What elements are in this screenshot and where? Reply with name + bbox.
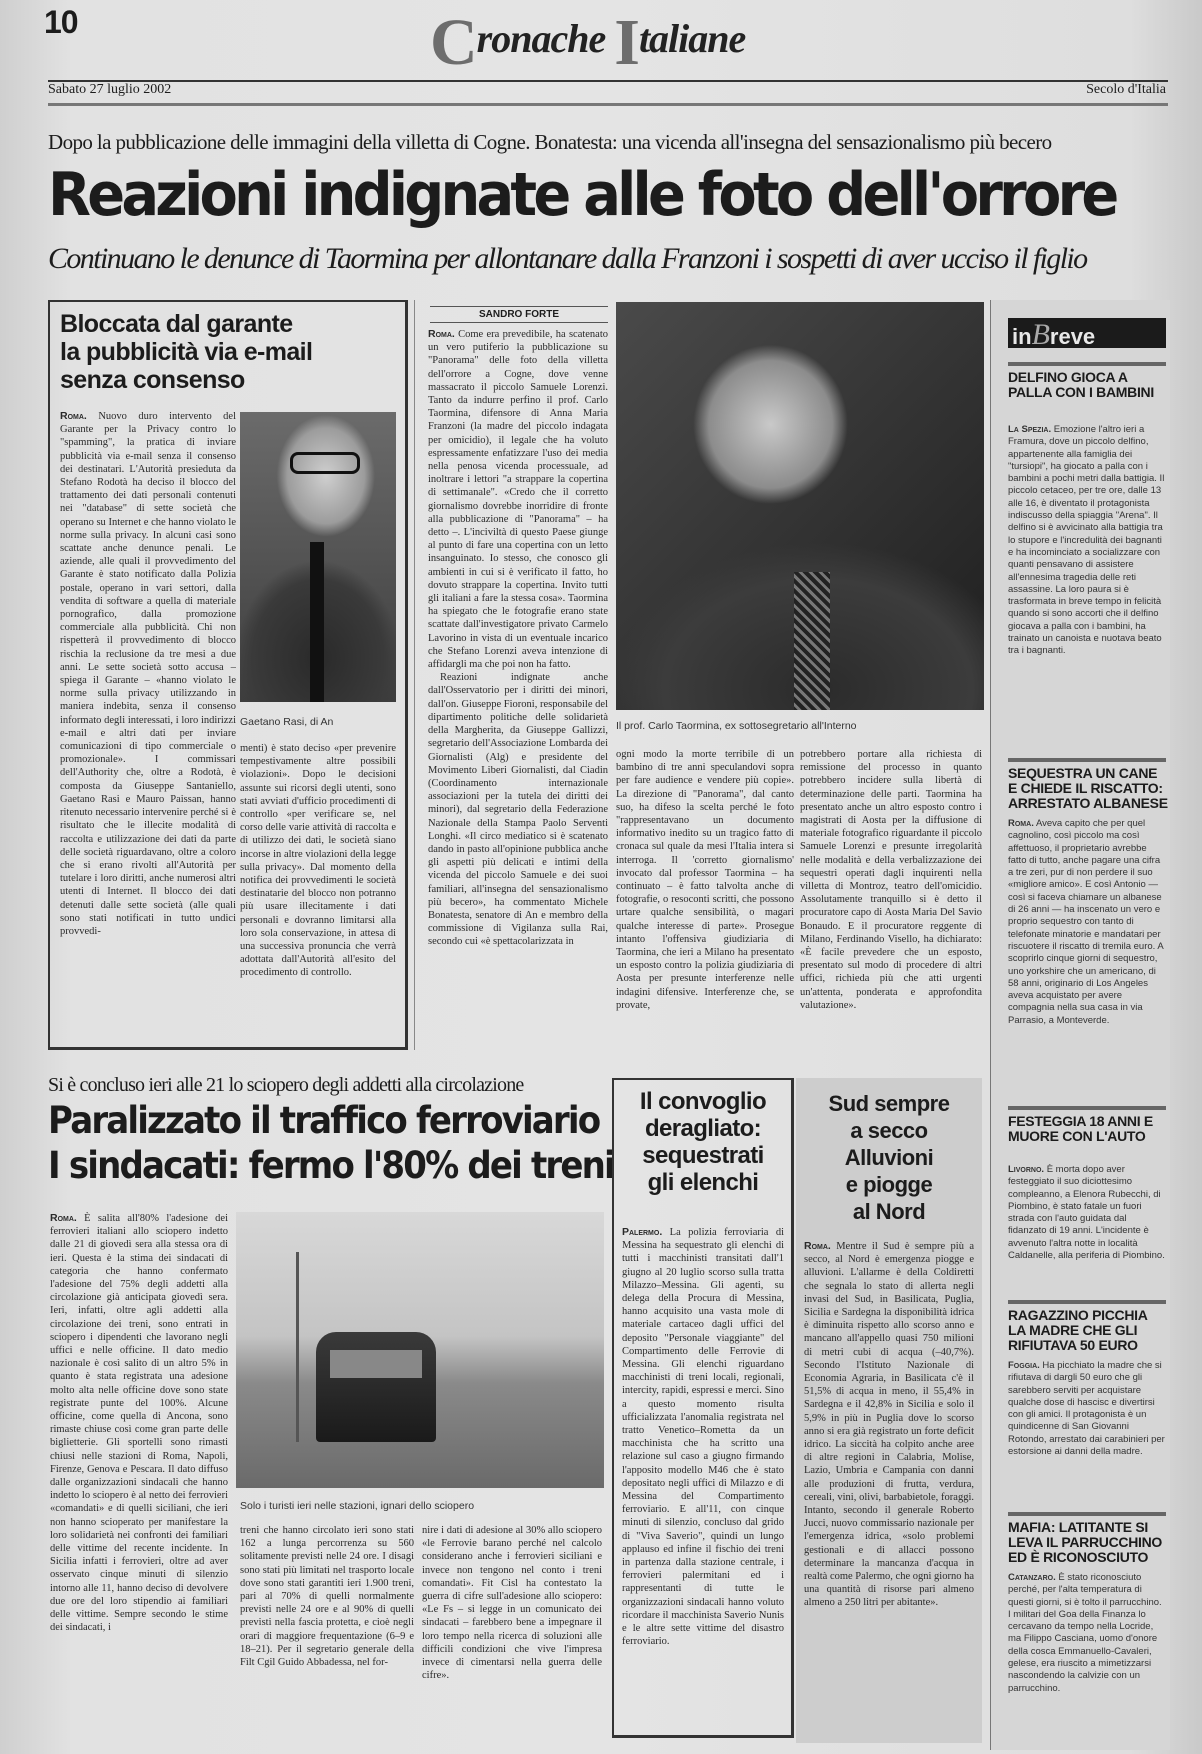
header-rule-thick — [48, 103, 1168, 106]
logo-text: in — [1012, 324, 1032, 349]
brief-separator — [1008, 1300, 1166, 1304]
train-windshield — [330, 1350, 422, 1378]
necktie-shape — [310, 542, 324, 702]
privacy-dateline: Roma. — [60, 410, 87, 422]
section-title-part: ronache — [476, 16, 615, 61]
logo-initial: B — [1031, 318, 1050, 351]
privacy-column-1 — [60, 410, 236, 1040]
brief-dateline: Roma. — [1008, 818, 1034, 829]
train-headline-line: I sindacati: fermo l'80% dei treni — [48, 1144, 614, 1187]
patterned-tie-shape — [794, 572, 830, 710]
convoy-headline-line: deragliato: — [644, 1115, 762, 1142]
brief-body: È morta dopo aver festeggiato il suo diciottesimo compleanno, a Elenora Rubecchi, di Piombino, è stato fatale un fuori strada con l'auto guidata dal fidanzato di 19 anni. L'incidente è avvenuto l'altra notte in località Caldanelle, alla periferia di Piombino. — [1008, 1164, 1165, 1262]
convoy-text-column — [622, 1226, 784, 1726]
drought-headline-line: Sud sempre — [828, 1091, 950, 1116]
brief-title: DELFINO GIOCA A PALLA CON I BAMBINI — [1008, 369, 1154, 400]
drought-text-column — [804, 1240, 974, 1730]
issue-date: Sabato 27 luglio 2002 — [48, 82, 172, 97]
train-column-3: nire i dati di adesione al 30% allo sciopero «le Ferrovie barano perché nel calcolo considerano anche i ferrovieri siciliani e invece non tengono nel conto i treni comandati». Fit Cisl ha contestato la guerra di cifre sull'adesione allo sciopero: «Le Fs – si legge in un comunicato dei sindacati – farebbero bene a impegnare il loro tempo nella ricerca di soluzioni alle difficili condizioni che vive l'impresa invece di cimentarsi nella guerra delle cifre». — [422, 1525, 602, 1682]
header-rule — [48, 80, 1168, 82]
privacy-column-2: menti) è stato deciso «per prevenire tempestivamente altre possibili violazioni». Dopo le decisioni assunte sui ricorsi degli utenti, sono stati avviati d'ufficio procedimenti di controllo «per verificare se, nel corso delle varie attività di raccolta e di utilizzo dei dati, le società siano incorse in altre violazioni della legge sulla privacy». Dal momento della notifica dei provvedimenti le società destinatarie del blocco non potranno più usare illecitamente i dati personali e dovranno limitarsi alla loro sola conservazione, in attesa di una successiva pronuncia che verrà adottata dall'Autorità all'esito del procedimento di controllo. — [240, 743, 396, 979]
section-initial-c: C — [430, 6, 477, 79]
train-column-1 — [50, 1212, 228, 1742]
section-title-part: taliane — [638, 16, 746, 61]
brief-text — [1008, 424, 1166, 658]
convoy-headline — [614, 1088, 792, 1196]
page-number: 10 — [44, 4, 78, 40]
brief-text — [1008, 1164, 1166, 1262]
privacy-headline-line: senza consenso — [60, 366, 245, 394]
convoy-dateline: Palermo. — [622, 1226, 663, 1238]
lead-column-3: ogni modo la morte terribile di un bambino di tre anni speculandovi sopra per fare audience e vendere più copie». La direzione di "Panorama", dal canto suo, ha difeso la scelta perché le foto "rappresentavano un documento informativo inedito su un tragico fatto di cronaca sul quale da mesi l'Italia intera si interroga. Il 'corretto giornalismo' invocato dal professor Taormina – ha continuato – è fatto talvolta anche di fotografie, o resoconti scritti, che possono urtare qualche sensibilità, o magari qualche interesse di parte». Prosegue intanto l'offensiva giudiziaria di Taormina, che ieri a Milano ha presentato un esposto contro la polizia giudiziaria di Aosta per presunte interferenze nelle indagini difensive. Interferenze che, se provate, — [616, 749, 794, 1011]
section-initial-i: I — [614, 6, 639, 79]
logo-text: reve — [1049, 324, 1096, 349]
lead-subhead: Continuano le denunce di Taormina per allontanare dalla Franzoni i sospetti di aver ucciso il figlio — [48, 242, 1087, 275]
brief-dateline: Foggia. — [1008, 1360, 1040, 1371]
train-headline — [48, 1098, 614, 1188]
train-dateline: Roma. — [50, 1212, 77, 1224]
drought-headline — [796, 1090, 982, 1225]
taormina-photo-caption: Il prof. Carlo Taormina, ex sottosegretario all'Interno — [616, 720, 857, 732]
brief-separator — [1008, 362, 1166, 366]
privacy-headline-line: Bloccata dal garante — [60, 310, 293, 338]
author-byline: SANDRO FORTE — [430, 306, 608, 323]
train-kicker: Si è concluso ieri alle 21 lo sciopero degli addetti alla circolazione — [48, 1074, 524, 1096]
train-station-photo — [236, 1212, 604, 1488]
pole-shape — [296, 1252, 299, 1442]
brief-body: Aveva capito che per quel cagnolino, così piccolo ma così affettuoso, il proprietario avrebbe fatto di tutto, anche pagare una cifra a tre zeri, pur di non perdere il suo «migliore amico». E così Antonio — così si faceva chiamare un albanese di 26 anni — ha inscenato un vero e proprio sequestro con tanto di telefonate minatorie e mandatari per riscuotere il riscatto di tremila euro. A scoprirlo cinque giorni di sequestro, uno yorkshire che un americano, di 58 anni, originario di Los Angeles aveva acquistato per avere compagnia nella sua casa in via Parrasio, a Monteverde. — [1008, 818, 1164, 1026]
privacy-headline-line: la pubblicità via e-mail — [60, 338, 313, 366]
eyeglasses-shape — [290, 452, 360, 474]
column-divider — [414, 300, 415, 1050]
drought-text: Mentre il Sud è sempre più a secco, al Nord è emergenza piogge e alluvioni. L'allarme è della Coldiretti che segnala lo stato di allerta negli invasi del Sud, in Basilicata, Puglia, Sicilia e Sardegna la disponibilità idrica è diminuita rispetto allo scorso anno e mancano all'appello quasi 750 milioni di metri cubi di acqua (–40,7%). Secondo l'Istituto Nazionale di Economia Agraria, in Basilicata c'è il 51,5% di acqua in meno, il 55,4% in Sardegna e il 42,8% in Sicilia e solo il 5,9% in più in Puglia dove lo scorso anno si era già registrato un forte deficit idrico. La siccità ha colpito anche aree di altre regioni in Calabria, Molise, Lazio, Umbria e Campania con danni alle produzioni di frutta, verdura, cereali, vini, olivi, barbabietole, foraggi. Intanto, secondo il generale Roberto Jucci, nuovo commissario nazionale per l'emergenza idrica, «solo problemi gestionali e di allacci possono determinare la mancanza d'acqua in realtà come Palermo, che ogni giorno ha una quantità di risorse pari almeno almeno a 250 litri per abitante». — [804, 1241, 974, 1609]
lead-column-4: potrebbero portare alla richiesta di remissione del processo in quanto potrebbero incidere sulla libertà di determinazione delle parti. Taormina ha presentato anche un altro esposto contro i magistrati di Aosta per la diffusione di materiale fotografico riguardante il piccolo Samuele Lorenzi e presunte irregolarità nelle modalità e della verbalizzazione dei sequestri operati dagli inquirenti nella villetta di Montroz, teatro dell'omicidio. Assolutamente tranquillo si è detto il procuratore capo di Aosta Maria Del Savio Bonaudo. E il procuratore reggente di Milano, Ferdinando Visello, ha dichiarato: «È facile prevedere che un esposto, presentato sul modo di procedere di altri uffici, richieda più che atti urgenti un'attenta, ponderata e approfondita valutazione». — [800, 749, 982, 1011]
brief-separator — [1008, 1512, 1166, 1516]
convoy-headline-line: sequestrati — [642, 1142, 764, 1169]
lead-text: Come era prevedibile, ha scatenato un vero putiferio la pubblicazione su "Panorama" delle foto della villetta dell'orrore a Cogne, dove venne massacrato il piccolo Samuele Lorenzi. Tanto da indurre perfino il prof. Carlo Taormina, difensore di Anna Maria Franzoni (la madre del piccolo indagata per omicidio), il legale che ha voluto espressamente enfatizzare l'uso dei media nella penosa vicenda processuale, ad inoltrare i lettori "a strappare la copertina di settimanale". «Credo che il corretto giornalismo dovrebbe inorridire di fronte alla pubblicazione di "Panorama" – ha detto –. L'inciviltà di questo Paese giunge al punto di fare una copertina con un letto insanguinato. Io stesso, che conosco gli ambienti in cui si è verificato il fatto, ho dovuto strappare la copertina. Invito tutti gli italiani a fare la stessa cosa». Taormina ha spiegato che le fotografie erano state scattate dall'investigatore privato Carmelo Lavorino in vista di un eventuale incarico che Stefano Lorenzi aveva intenzione di affidargli ma che poi non ha fatto. — [428, 329, 608, 671]
brief-title: MAFIA: LATITANTE SI LEVA IL PARRUCCHINO ED È RICONOSCIUTO — [1008, 1519, 1163, 1565]
brief-title: RAGAZZINO PICCHIA LA MADRE CHE GLI RIFIUTAVA 50 EURO — [1008, 1307, 1148, 1353]
brief-dateline: La Spezia. — [1008, 424, 1052, 435]
drought-headline-line: al Nord — [852, 1199, 926, 1224]
brief-dateline: Catanzaro. — [1008, 1572, 1056, 1583]
rasi-photo-caption: Gaetano Rasi, di An — [240, 716, 334, 728]
carlo-taormina-photo — [616, 302, 984, 710]
brief-body: Emozione l'altro ieri a Framura, dove un piccolo delfino, appartenente alla famiglia dei "tursiopi", ha giocato a palla con i bambini a pochi metri dalla battigia. Il piccolo cetaceo, per tre ore, dalle 13 alle 16, è diventato il protagonista indiscusso della spiaggia "Arena". Il delfino si è avvicinato alla battigia tra lo stupore e l'incredulità dei bagnanti e ha incominciato a socializzare con quanti pensavano di assistere all'ennesima tragedia delle reti assassine. La loro paura si è trasformata in breve tempo in felicità quando si sono accorti che il delfino giocava a palla con i bambini, ha trainato un canoista e nuotava beato tra i bagnanti. — [1008, 424, 1165, 657]
train-shape — [316, 1332, 436, 1442]
brief-text — [1008, 1360, 1166, 1458]
drought-headline-line: a secco — [850, 1118, 928, 1143]
lead-headline: Reazioni indignate alle foto dell'orrore — [48, 160, 1116, 230]
brief-body: È stato riconosciuto perché, per l'alta temperatura di questi giorni, si è tolto il parrucchino. I militari del Goa della Finanza lo cercavano da tempo nella Locride, ma Filippo Casciana, uomo d'onore della cosca Emmanuello-Cavaleri, gelese, era riuscito a mimetizzarsi nascondendo la calvizie con un parrucchino. — [1008, 1572, 1162, 1694]
convoy-text: La polizia ferroviaria di Messina ha sequestrato gli elenchi di tutti i macchinisti transitati dall'1 giugno al 20 luglio scorso sulla tratta Milazzo–Messina. Gli agenti, su delega della Procura di Messina, hanno acquisito una vasta mole di materiale cartaceo dagli uffici del deposito "Personale viaggiante" del Compartimento delle Ferrovie di Messina. Gli elenchi riguardano macchinisti di treni locali, regionali, intercity, rapidi, espressi e merci. Sino a questo momento risulta ufficializzata l'anomalia registrata nel tratto Venetico–Rometta da un macchinista che ha scritto una relazione sul caso a giugno firmando l'apposito modello M46 che è stato depositato negli uffici di Milazzo e di Messina del Compartimento ferroviario. E all'11, con cinque minuti di silenzio, concluso dal grido di "Viva Saverio", quindi un lungo applauso ed infine il fischio dei treni in partenza dalla stazione centrale, i ferrovieri palermitani ed i rappresentanti di tutte le organizzazioni sindacali hanno voluto ricordare il macchinista Saverio Nunis e le altre sette vittime del disastro ferroviario. — [622, 1227, 784, 1648]
convoy-headline-line: gli elenchi — [647, 1169, 759, 1196]
privacy-text: Nuovo duro intervento del Garante per la Privacy contro lo "spamming", la pratica di inviare pubblicità via e-mail senza il consenso dei destinatari. L'Autorità presieduta da Stefano Rodotà ha deciso il blocco del trattamento dei dati personali contenuti nei "database" di sette società che operano su Internet e che hanno violato le norme sulla privacy. In alcuni casi sono scattate anche denunce penali. Le aziende, alle quali il provvedimento del Garante è stato notificato dalla Polizia postale, operano in vari settori, dalla vendita di software a quella di materiale pornografico, dalla promozione commerciale alla pubblicità. Chi non rispetterà il provvedimento di blocco rischia la reclusione da tre mesi a due anni. Le sette società sotto accusa – spiega il Garante – «hanno violato le norme sulla privacy utilizzando in maniera indebita, senza il consenso informato degli interessati, i loro indirizzi e-mail e altri dati per inviare comunicazioni di tipo commerciale o promozionale». I commissari dell'Authority che, oltre a Rodotà, è composta da Giuseppe Santaniello, Gaetano Rasi e Mauro Paissan, hanno ritenuto necessario intervenire perché si è risultato che le illecite modalità di raccolta e utilizzazione dei dati da parte delle società riguardavano, oltre a coloro che si erano rivolti all'Autorità per tutelare i loro diritti, anche numerosi altri utenti di Internet. Il blocco dei dati detenuti dalle sette società (alle quali sono stati notificati in tutto undici provvedi- — [60, 411, 236, 937]
lead-kicker: Dopo la pubblicazione delle immagini della villetta di Cogne. Bonatesta: una vicenda all'insegna del sensazionalismo più becero — [48, 130, 1052, 154]
brief-text — [1008, 818, 1166, 1027]
brief-separator — [1008, 758, 1166, 762]
train-text: È salita all'80% l'adesione dei ferrovieri italiani allo sciopero indetto dalle 21 di giovedì sera alla stessa ora di ieri. Questa è la stima dei sindacati di categoria che hanno confermato l'adesione del 75% degli addetti alla circolazione già anticipata giovedì sera. Ieri, infatti, oltre agli addetti alla circolazione dei treni, sono entrati in sciopero i dipendenti che lavorano negli uffici e nelle officine. Il dato medio nazionale è così salito di un altro 5% in quanto è stata registrata una adesione molto alta nelle officine dove sono state registrate punte del 100%. Alcune officine, come quella di Ancona, sono rimaste chiuse così come gran parte delle biglietterie. Gli sportelli sono rimasti chiusi nelle stazioni di Roma, Napoli, Firenze, Genova e Pescara. Il dato diffuso dalle organizzazioni sindacali che hanno indetto lo sciopero è al netto dei ferrovieri «comandati» e di quelli siciliani, che ieri non hanno scioperato per manifestare la loro solidarietà nei confronti dei familiari delle vittime del recente incidente. In Sicilia infatti i ferrovieri, oltre ad aver osservato cinque minuti di silenzio intorno alle 11, hanno deciso di devolvere due ore del loro stipendio ai familiari delle vittime. Sempre secondo le stime dei sindacati, i — [50, 1213, 228, 1634]
brief-text — [1008, 1572, 1166, 1695]
train-headline-line: Paralizzato il traffico ferroviario — [48, 1099, 600, 1142]
lead-column-1 — [428, 328, 608, 1036]
in-breve-logo — [1008, 318, 1166, 351]
newspaper-name: Secolo d'Italia — [1086, 82, 1166, 97]
sidebar-divider — [990, 300, 991, 1750]
drought-headline-line: e piogge — [845, 1172, 933, 1197]
privacy-headline — [60, 310, 312, 394]
drought-headline-line: Alluvioni — [844, 1145, 934, 1170]
convoy-headline-line: Il convoglio — [639, 1088, 767, 1115]
train-photo-caption: Solo i turisti ieri nelle stazioni, ignari dello sciopero — [240, 1500, 475, 1512]
gaetano-rasi-photo — [240, 412, 396, 702]
brief-separator — [1008, 1106, 1166, 1110]
brief-dateline: Livorno. — [1008, 1164, 1045, 1175]
lead-text-continued: Reazioni indignate anche dall'Osservatorio per i diritti dei minori, dall'on. Giuseppe Fioroni, responsabile del dipartimento politiche delle solidarietà della Margherita, da Giuseppe Gallizzi, segretario dell'Associazione Lombarda dei Giornalisti (Alg) e presidente del Movimento Liberi Giornalisti, dal Ciadin (Coordinamento internazionale associazioni per la tutela dei diritti dei minori), dal segretario della Federazione Nazionale della Stampa Paolo Serventi Longhi. «Il circo mediatico si è scatenato dando in pasto all'opinione pubblica anche gli aspetti più delicati e intimi della vicenda del piccolo Samuele e dei suoi familiari, all'insegna del sensazionalismo più becero», ha commentato Michele Bonatesta, senatore di An e membro della commissione di Vigilanza sulla Rai, secondo cui «è spettacolarizzata in — [428, 672, 608, 948]
brief-title: FESTEGGIA 18 ANNI E MUORE CON L'AUTO — [1008, 1113, 1153, 1144]
train-column-2: treni che hanno circolato ieri sono stati 162 a lunga percorrenza su 560 solitamente previsti nelle 24 ore. I disagi sono stati più limitati nel trasporto locale dove sono stati garantiti ieri 1.900 treni, pari al 70% di quelli normalmente previsti nelle 24 ore e al 90% di quelli previsti nella fascia protetta, e cioè negli orari di maggiore frequentazione (6–9 e 18–21). Per il segretario generale della Filt Cgil Guido Abbadessa, nel for- — [240, 1525, 414, 1669]
drought-dateline: Roma. — [804, 1240, 831, 1252]
brief-body: Ha picchiato la madre che si rifiutava di dargli 50 euro che gli sarebbero serviti per acquistare qualche dose di hascisc e divertirsi con gli amici. Il protagonista è un quindicenne di San Giovanni Rotondo, arrestato dai carabinieri per estorsione ai danni della madre. — [1008, 1360, 1165, 1458]
lead-dateline: Roma. — [428, 328, 455, 340]
section-title — [430, 6, 746, 79]
brief-title: SEQUESTRA UN CANE E CHIEDE IL RISCATTO: ARRESTATO ALBANESE — [1008, 765, 1168, 811]
